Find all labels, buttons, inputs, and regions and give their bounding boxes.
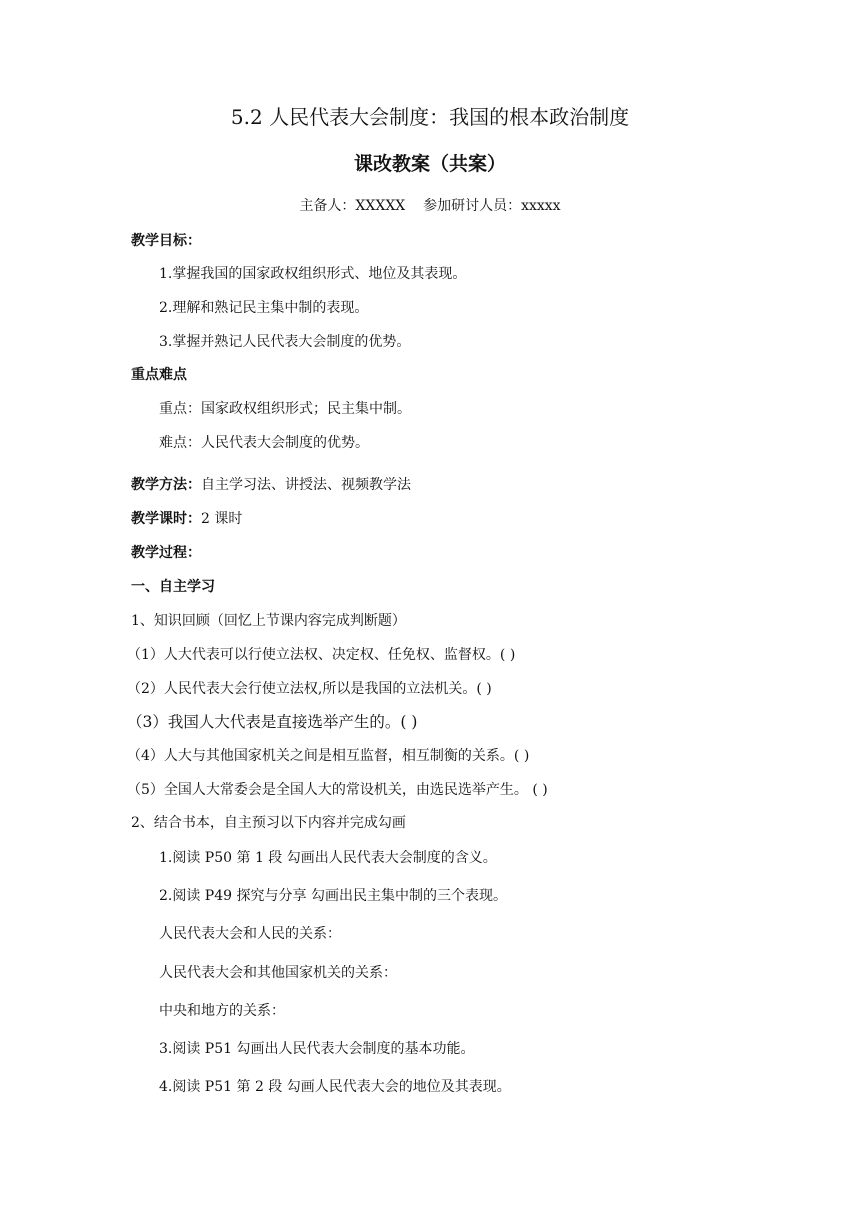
teaching-method-label: 教学方法： <box>131 477 201 493</box>
review-heading: 1、知识回顾（回忆上节课内容完成判断题） <box>131 613 406 629</box>
process-heading: 教学过程： <box>131 545 201 561</box>
review-question: （1）人大代表可以行使立法权、决定权、任免权、监督权。( ) <box>127 647 516 663</box>
review-question: （3）我国人大代表是直接选举产生的。( ) <box>127 713 418 731</box>
teaching-hours-value: 2 课时 <box>201 511 243 527</box>
key-point-difficulty: 难点：人民代表大会制度的优势。 <box>159 435 369 451</box>
key-points-heading: 重点难点 <box>131 367 187 383</box>
preview-item: 4.阅读 P51 第 2 段 勾画人民代表大会的地位及其表现。 <box>159 1079 511 1095</box>
review-question: （2）人民代表大会行使立法权,所以是我国的立法机关。( ) <box>127 681 492 697</box>
objective-item: 1.掌握我国的国家政权组织形式、地位及其表现。 <box>159 266 467 282</box>
authors-line: 主备人：XXXXX 参加研讨人员：xxxxx <box>299 198 561 214</box>
preview-item: 中央和地方的关系： <box>159 1003 285 1019</box>
objective-item: 2.理解和熟记民主集中制的表现。 <box>159 300 369 316</box>
preview-item: 1.阅读 P50 第 1 段 勾画出人民代表大会制度的含义。 <box>159 850 497 866</box>
teaching-method-value: 自主学习法、讲授法、视频教学法 <box>201 477 411 493</box>
review-question: （5）全国人大常委会是全国人大的常设机关，由选民选举产生。 ( ) <box>127 782 548 798</box>
teaching-method <box>131 475 411 495</box>
objectives-heading: 教学目标： <box>131 233 201 249</box>
teaching-hours <box>131 509 242 529</box>
review-question: （4）人大与其他国家机关之间是相互监督，相互制衡的关系。( ) <box>127 748 530 764</box>
preview-item: 3.阅读 P51 勾画出人民代表大会制度的基本功能。 <box>159 1041 475 1057</box>
section-heading: 一、自主学习 <box>131 579 215 595</box>
teaching-hours-label: 教学课时： <box>131 511 201 527</box>
page-title: 5.2 人民代表大会制度：我国的根本政治制度 <box>230 105 630 129</box>
preview-item: 人民代表大会和人民的关系： <box>159 926 341 942</box>
preview-heading: 2、结合书本，自主预习以下内容并完成勾画 <box>131 815 406 831</box>
key-point-focus: 重点：国家政权组织形式；民主集中制。 <box>159 401 411 417</box>
objective-item: 3.掌握并熟记人民代表大会制度的优势。 <box>159 334 411 350</box>
page-subtitle: 课改教案（共案） <box>353 153 506 175</box>
preview-item: 人民代表大会和其他国家机关的关系： <box>159 965 397 981</box>
preview-item: 2.阅读 P49 探究与分享 勾画出民主集中制的三个表现。 <box>159 888 507 904</box>
